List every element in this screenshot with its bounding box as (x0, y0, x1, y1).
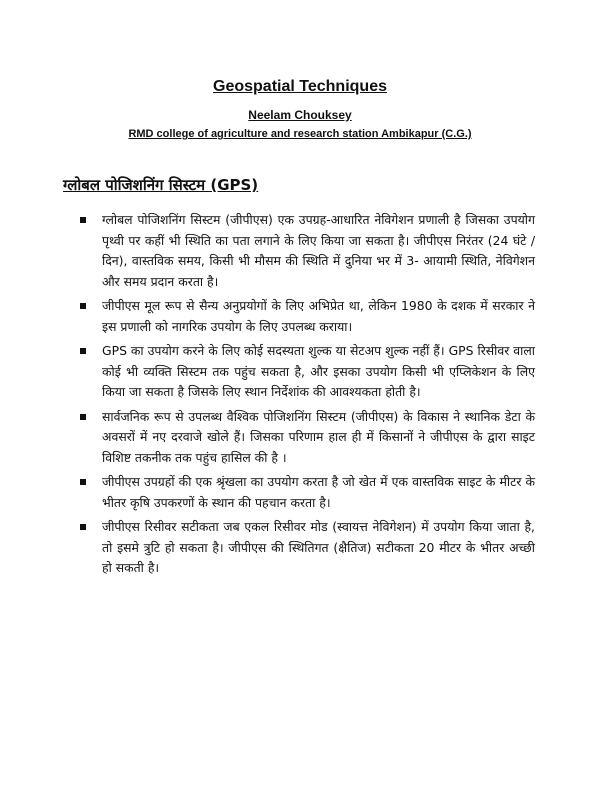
list-item (80, 341, 535, 403)
bullet-text: सार्वजनिक रूप से उपलब्ध वैश्विक पोजिशनिंग सिस्टम (जीपीएस) के विकास ने स्थानिक डेटा के अवसरों में नए दरवाजे खोले हैं। जिसका परिणाम हाल ही में किसानों ने जीपीएस के द्वारा साइट विशिष्ट तकनीक तक पहुंच हासिल की है । (102, 408, 535, 465)
square-bullet-icon (80, 524, 86, 530)
square-bullet-icon (80, 414, 86, 420)
bullet-text: ग्लोबल पोजिशनिंग सिस्टम (जीपीएस) एक उपग्रह-आधारित नेविगेशन प्रणाली है जिसका उपयोग पृथ्वी पर कहीं भी स्थिति का पता लगाने के लिए किया जा सकता है। जीपीएस निरंतर (24 घंटे / दिन), वास्तविक समय, किसी भी मौसम की स्थिति में दुनिया भर में 3- आयामी स्थिति, नेविगेशन और समय प्रदान करता है। (102, 212, 535, 289)
square-bullet-icon (80, 217, 86, 223)
list-item (80, 407, 535, 469)
square-bullet-icon (80, 348, 86, 354)
list-item (80, 472, 535, 513)
square-bullet-icon (80, 479, 86, 485)
list-item (80, 296, 535, 337)
document-title: Geospatial Techniques (213, 78, 387, 95)
author-affiliation: RMD college of agriculture and research station Ambikapur (C.G.) (128, 128, 472, 140)
bullet-text: जीपीएस मूल रूप से सैन्य अनुप्रयोगों के लिए अभिप्रेत था, लेकिन 1980 के दशक में सरकार ने इस प्रणाली को नागरिक उपयोग के लिए उपलब्ध कराया। (102, 298, 535, 334)
bullet-text: GPS का उपयोग करने के लिए कोई सदस्यता शुल्क या सेटअप शुल्क नहीं हैं। GPS रिसीवर वाला कोई भी व्यक्ति सिस्टम तक पहुंच सकता है, और इसका उपयोग किसी भी एप्लिकेशन के लिए किया जा सकता है जिसके लिए स्थान निर्देशांक की आवश्यकता होती है। (102, 343, 535, 399)
bullet-text: जीपीएस रिसीवर सटीकता जब एकल रिसीवर मोड (स्वायत्त नेविगेशन) में उपयोग किया जाता है, तो इसमे त्रुटि हो सकता है। जीपीएस की स्थितिगत (क्षैतिज) सटीकता 20 मीटर के भीतर अच्छी हो सकती है। (102, 519, 535, 575)
author-name: Neelam Chouksey (248, 108, 352, 122)
list-item (80, 210, 535, 292)
bullet-list (80, 210, 535, 583)
section-heading: ग्लोबल पोजिशनिंग सिस्टम (GPS) (63, 176, 259, 194)
list-item (80, 517, 535, 579)
square-bullet-icon (80, 303, 86, 309)
bullet-text: जीपीएस उपग्रहों की एक श्रृंखला का उपयोग करता है जो खेत में एक वास्तविक साइट के मीटर के भीतर कृषि उपकरणों के स्थान की पहचान करता है। (102, 474, 535, 510)
